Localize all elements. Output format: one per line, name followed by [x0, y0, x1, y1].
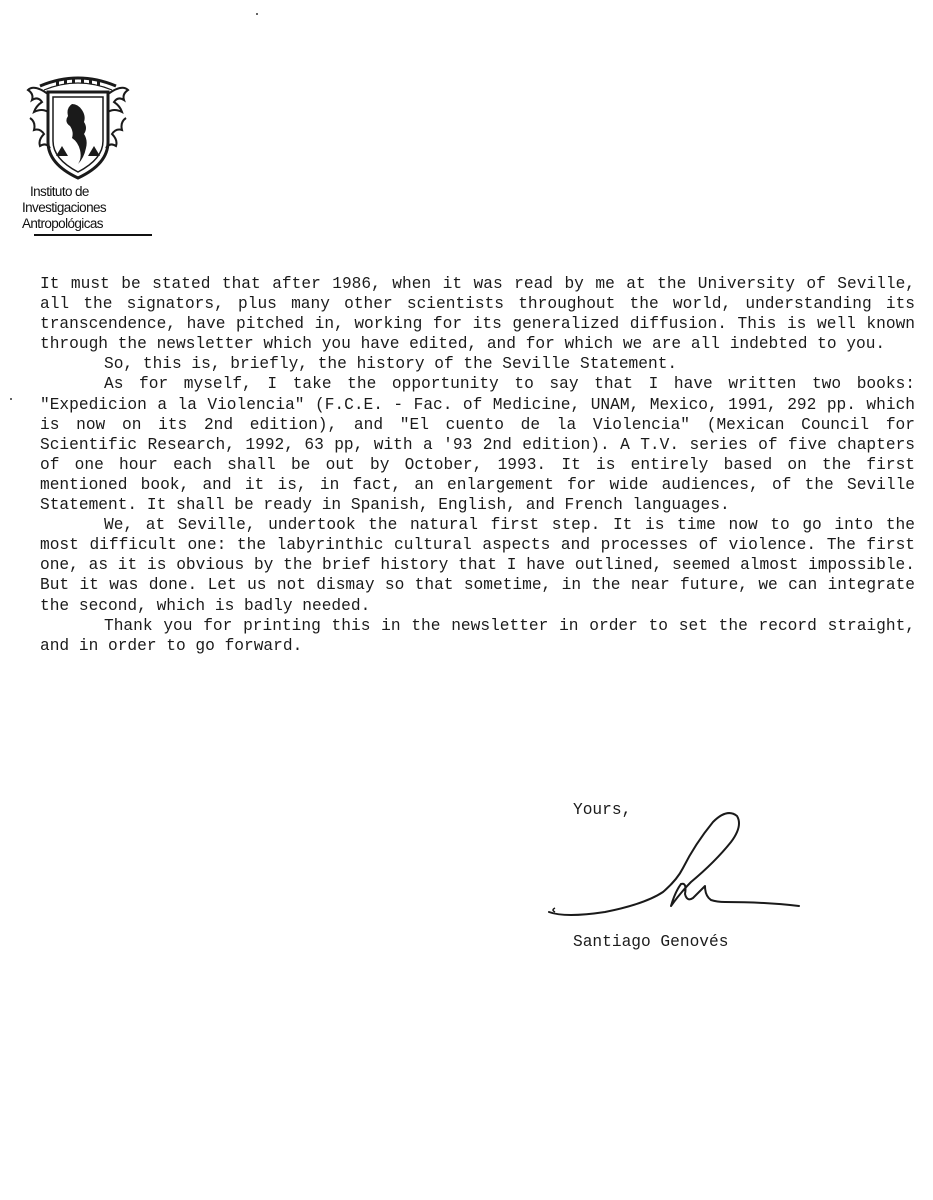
institution-line-3: Antropológicas	[22, 216, 103, 231]
scan-speck	[256, 13, 258, 15]
handwritten-signature-icon	[545, 808, 805, 923]
institution-line-1: Instituto de	[30, 184, 89, 199]
paragraph-3: As for myself, I take the opportunity to say that I have written two books: "Expedicion a la Violencia" (F.C.E. - Fac. of Medicine, UNAM, Mexico, 1991, 292 pp. which is now on its 2nd edition), and "El cuento de la Violencia" (Mexican Council for Scientific Research, 1992, 63 pp, with a '93 2nd edition). A T.V. series of five chapters of one hour each shall be out by October, 1993. It is entirely based on the first mentioned book, and it is, in fact, an enlargement for wide audiences, of the Seville Statement. It shall be ready in Spanish, English, and French languages.	[40, 375, 915, 515]
letterhead-underline	[34, 234, 152, 236]
unam-seal-icon	[26, 72, 130, 184]
paragraph-2: So, this is, briefly, the history of the Seville Statement.	[104, 355, 678, 374]
paragraph-4: We, at Seville, undertook the natural first step. It is time now to go into the most difficult one: the labyrinthic cultural aspects and processes of violence. The first one, as it is obvious by the brief history that I have outlined, seemed almost impossible. But it was done. Let us not dismay so that sometime, in the near future, we can integrate the second, which is badly needed.	[40, 516, 915, 615]
letterhead-logo	[22, 72, 140, 242]
institution-name	[22, 184, 140, 232]
paragraph-1: It must be stated that after 1986, when it was read by me at the University of Seville, all the signators, plus many other scientists throughout the world, understanding its transcendence, have pitched in, working for its generalized diffusion. This is well known through the newsletter which you have edited, and for which we are all indebted to you.	[40, 275, 915, 354]
signer-name: Santiago Genovés	[573, 933, 729, 951]
scan-speck	[10, 398, 12, 400]
closing-salutation: Yours,	[573, 801, 632, 819]
letter-body	[40, 274, 915, 656]
paragraph-5: Thank you for printing this in the newsletter in order to set the record straight, and in order to go forward.	[40, 616, 915, 655]
institution-line-2: Investigaciones	[22, 200, 107, 215]
